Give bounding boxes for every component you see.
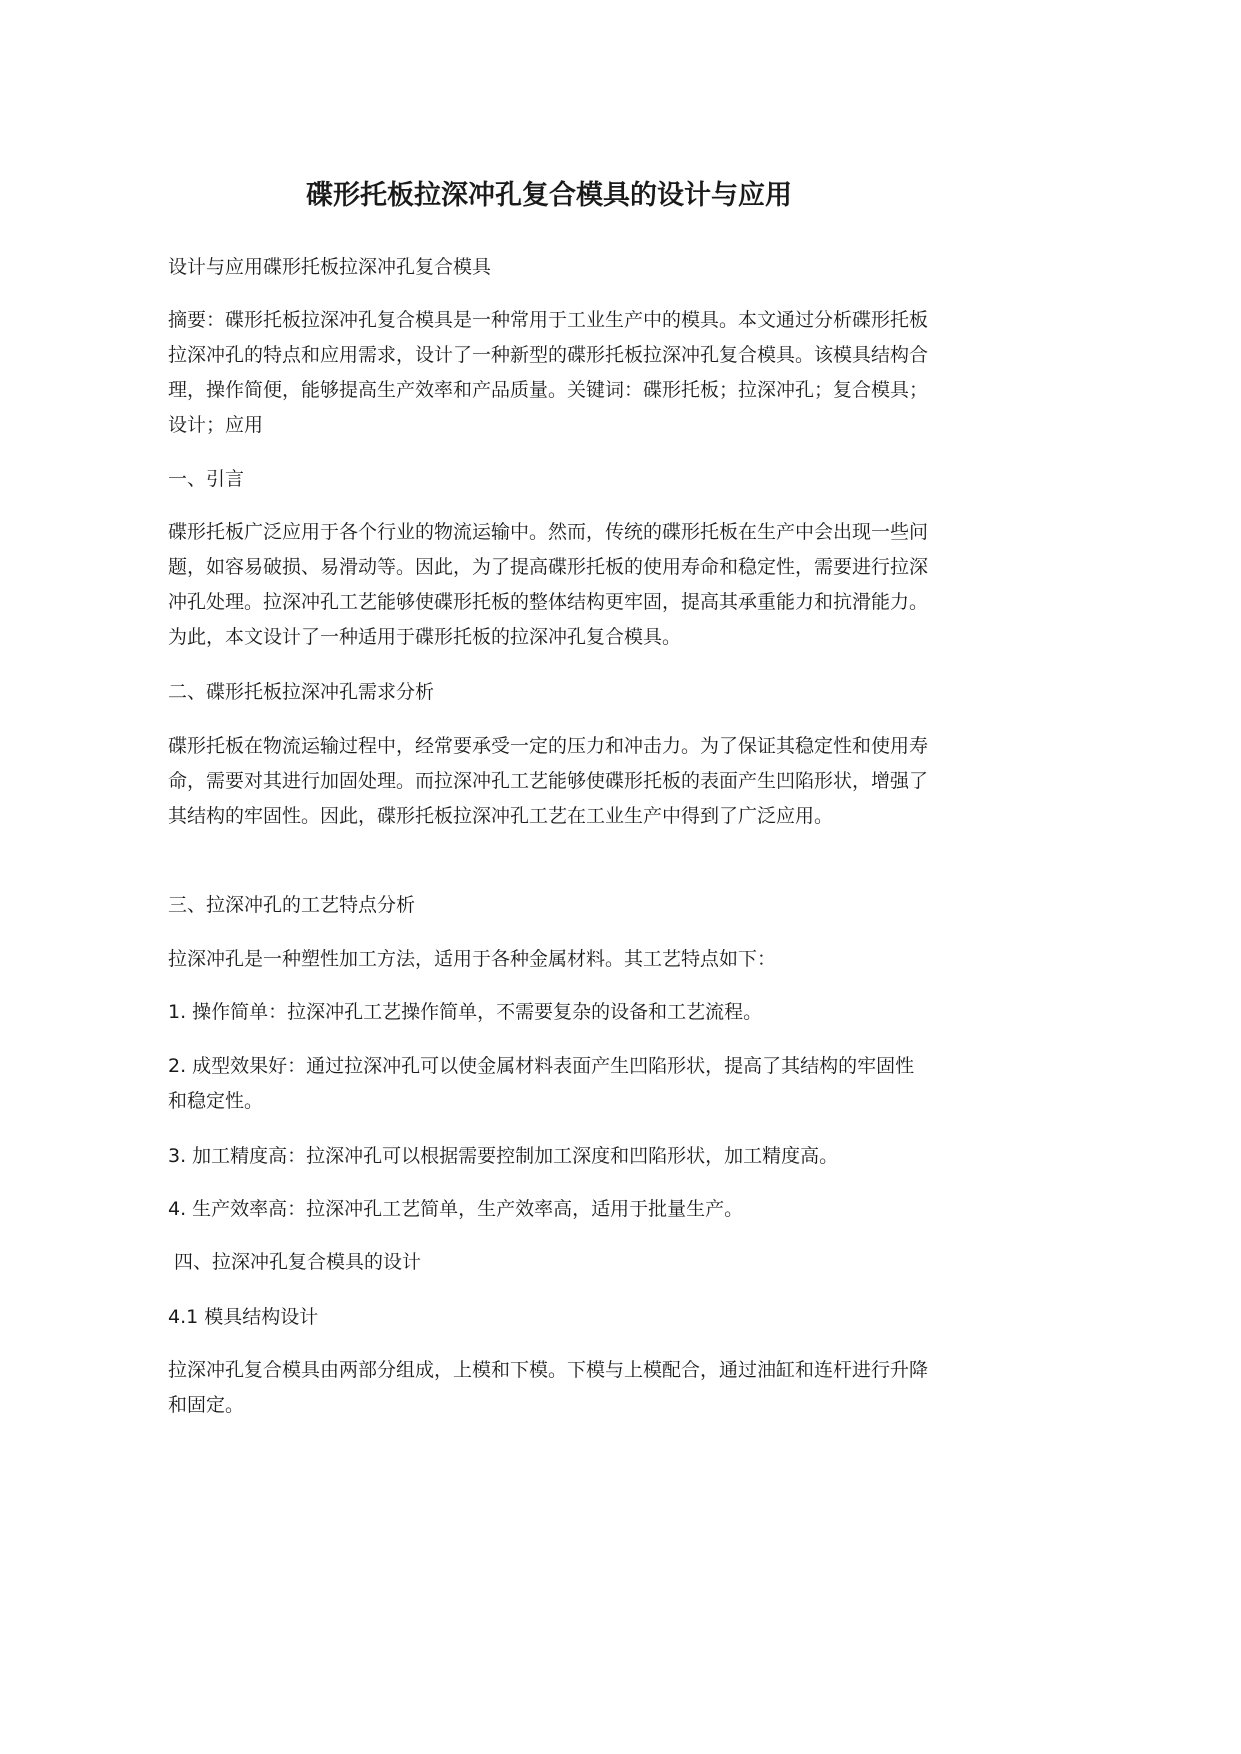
document-subtitle: 设计与应用碟形托板拉深冲孔复合模具 [168,256,492,278]
list-item: 1. 操作简单：拉深冲孔工艺操作简单，不需要复杂的设备和工艺流程。 [168,1001,763,1023]
document-title: 碟形托板拉深冲孔复合模具的设计与应用 [306,180,792,212]
list-item: 4. 生产效率高：拉深冲孔工艺简单，生产效率高，适用于批量生产。 [168,1198,744,1220]
section-3-intro: 拉深冲孔是一种塑性加工方法，适用于各种金属材料。其工艺特点如下： [168,948,777,970]
section-1-heading: 一、引言 [168,468,245,490]
abstract-paragraph: 摘要：碟形托板拉深冲孔复合模具是一种常用于工业生产中的模具。本文通过分析碟形托板拉深冲孔的特点和应用需求，设计了一种新型的碟形托板拉深冲孔复合模具。该模具结构合理，操作简便，能够提高生产效率和产品质量。关键词：碟形托板；拉深冲孔；复合模具；设计；应用 [168,309,929,436]
section-2-body: 碟形托板在物流运输过程中，经常要承受一定的压力和冲击力。为了保证其稳定性和使用寿命，需要对其进行加固处理。而拉深冲孔工艺能够使碟形托板的表面产生凹陷形状，增强了其结构的牢固性。因此，碟形托板拉深冲孔工艺在工业生产中得到了广泛应用。 [168,735,929,827]
section-4-1-heading: 4.1 模具结构设计 [168,1306,319,1328]
section-3-heading: 三、拉深冲孔的工艺特点分析 [168,894,416,916]
section-1-body: 碟形托板广泛应用于各个行业的物流运输中。然而，传统的碟形托板在生产中会出现一些问题，如容易破损、易滑动等。因此，为了提高碟形托板的使用寿命和稳定性，需要进行拉深冲孔处理。拉深冲孔工艺能够使碟形托板的整体结构更牢固，提高其承重能力和抗滑能力。为此，本文设计了一种适用于碟形托板的拉深冲孔复合模具。 [168,521,929,648]
section-4-heading: 四、拉深冲孔复合模具的设计 [168,1251,422,1273]
list-item: 3. 加工精度高：拉深冲孔可以根据需要控制加工深度和凹陷形状，加工精度高。 [168,1145,839,1167]
list-item: 2. 成型效果好：通过拉深冲孔可以使金属材料表面产生凹陷形状，提高了其结构的牢固性和稳定性。 [168,1055,915,1112]
section-2-heading: 二、碟形托板拉深冲孔需求分析 [168,681,435,703]
section-4-1-body: 拉深冲孔复合模具由两部分组成，上模和下模。下模与上模配合，通过油缸和连杆进行升降和固定。 [168,1359,929,1416]
